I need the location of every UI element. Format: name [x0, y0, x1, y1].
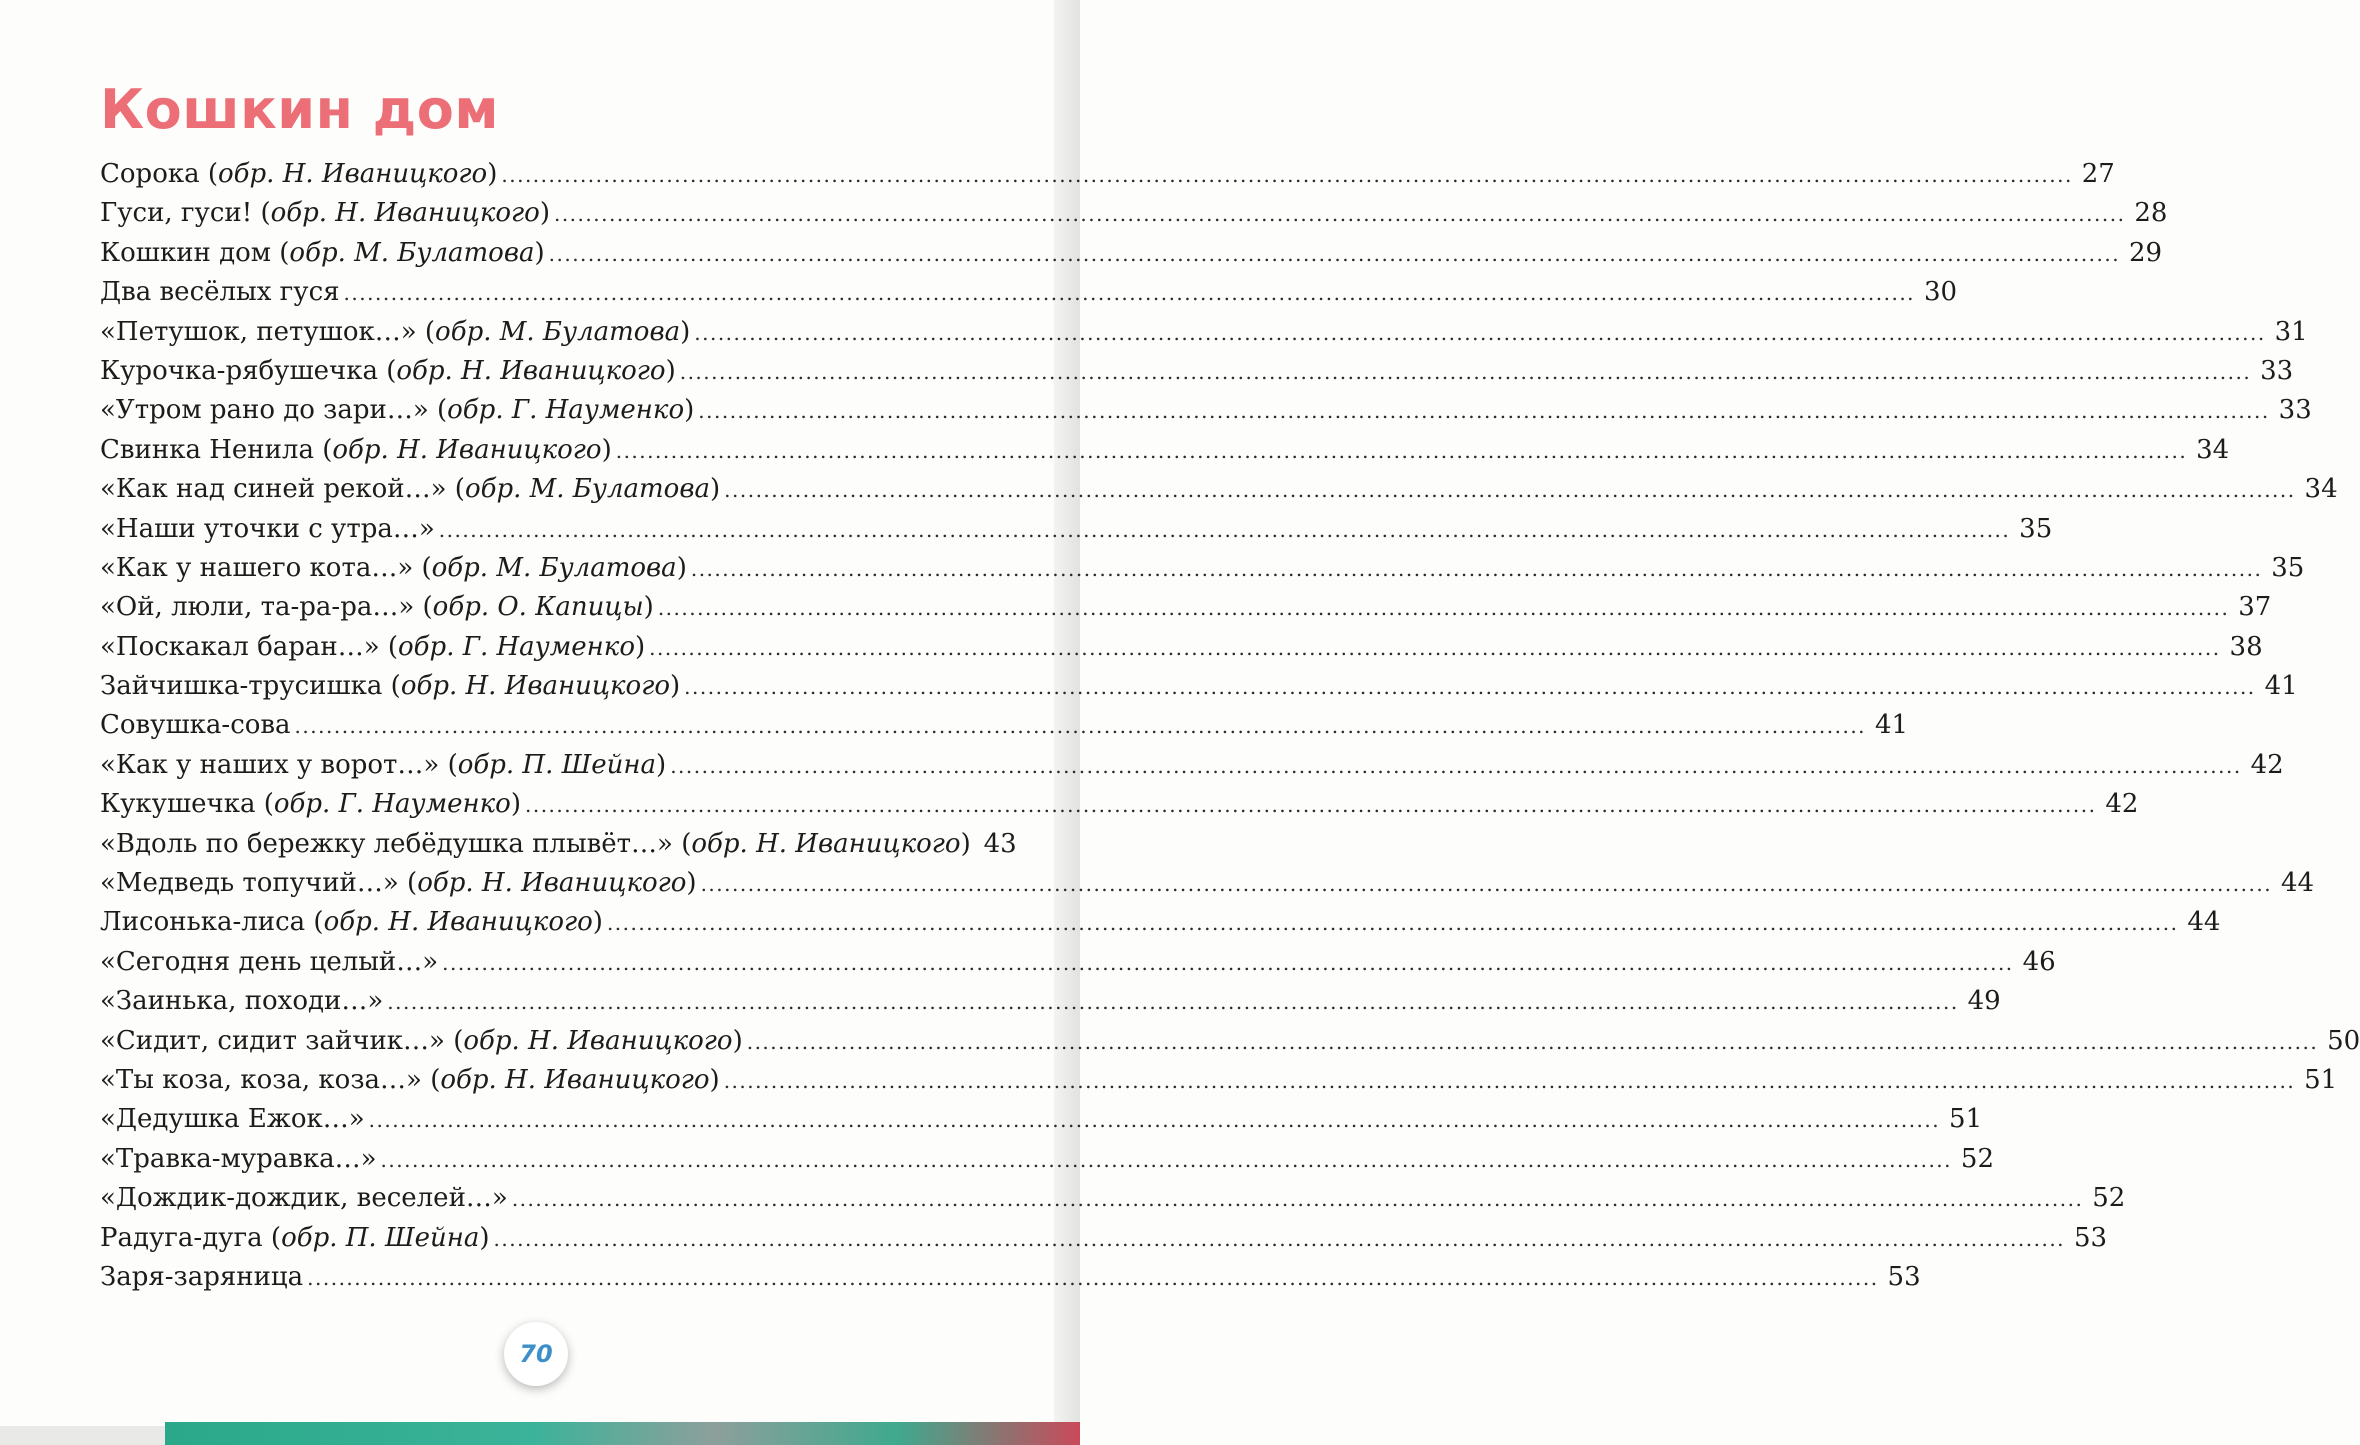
- toc-adaptation-note: обр. Н. Иваницкого: [332, 434, 602, 465]
- toc-dot-leader: ........................................................................................................................................................................................................: [679, 359, 2252, 384]
- toc-entry: [100, 982, 2001, 1021]
- toc-title: Зайчишка-трусишка (: [100, 671, 401, 702]
- toc-entry: [100, 1258, 1921, 1297]
- toc-title: Два весёлых гуся: [100, 277, 340, 308]
- toc-entry-title: [100, 194, 550, 233]
- toc-entry: [100, 352, 2294, 391]
- toc-dot-leader: ........................................................................................................................................................................................................: [294, 714, 1867, 739]
- toc-dot-leader: ........................................................................................................................................................................................................: [694, 320, 2266, 345]
- section-title: Кошкин дом: [100, 78, 500, 141]
- toc-dot-leader: ........................................................................................................................................................................................................: [442, 950, 2014, 975]
- toc-entry-title: [100, 667, 680, 706]
- toc-title: Сорока (: [100, 159, 219, 189]
- toc-title: «Ой, люли, та-ра-ра…» (: [100, 592, 433, 623]
- toc-entry-title: [100, 234, 545, 273]
- toc-adaptation-note: обр. М. Булатова: [289, 237, 535, 268]
- toc-adaptation-note: обр. Н. Иваницкого: [417, 868, 687, 899]
- toc-close-paren: ): [709, 474, 721, 505]
- toc-page-number: 35: [2271, 552, 2305, 583]
- toc-entry: [100, 431, 2230, 470]
- toc-title: «Петушок, петушок…» (: [100, 316, 436, 347]
- toc-close-paren: ): [592, 907, 603, 938]
- toc-close-paren: ): [634, 631, 646, 662]
- toc-adaptation-note: обр. Н. Иваницкого: [218, 159, 488, 189]
- toc-dot-leader: ........................................................................................................................................................................................................: [493, 1226, 2066, 1251]
- toc-title: «Как у нашего кота…» (: [100, 552, 432, 583]
- toc-close-paren: ): [680, 316, 691, 347]
- toc-dot-leader: ........................................................................................................................................................................................................: [511, 1187, 2084, 1212]
- page-number-badge: [504, 1322, 568, 1386]
- toc-page-number: 29: [2129, 237, 2163, 268]
- toc-close-paren: ): [487, 159, 498, 189]
- toc-page-number: 49: [1967, 986, 2001, 1017]
- toc-close-paren: ): [684, 395, 695, 426]
- toc-adaptation-note: обр. Н. Иваницкого: [691, 828, 961, 859]
- toc-entry-title: [100, 746, 666, 785]
- toc-adaptation-note: обр. П. Шейна: [457, 749, 657, 780]
- toc-title: Кошкин дом (: [100, 237, 290, 268]
- toc-entry-title: [100, 549, 687, 588]
- toc-title: Гуси, гуси! (: [100, 198, 271, 229]
- toc-entry-title: [100, 943, 438, 982]
- toc-entry-title: [100, 470, 720, 509]
- toc-page-number: 30: [1923, 277, 1958, 308]
- toc-entry-title: [100, 391, 694, 430]
- toc-close-paren: ): [670, 671, 681, 702]
- toc-entry: [100, 1140, 1995, 1179]
- toc-entry-title: [100, 1219, 490, 1258]
- toc-adaptation-note: обр. Н. Иваницкого: [270, 198, 540, 229]
- table-of-contents: [100, 155, 2360, 1297]
- toc-entry: [100, 785, 2139, 824]
- toc-entry: [100, 628, 2263, 667]
- toc-page-number: 46: [2022, 946, 2056, 977]
- toc-entry: [100, 510, 2053, 549]
- toc-close-paren: ): [732, 1025, 743, 1056]
- toc-title: «Вдоль по бережку лебёдушка плывёт…» (: [100, 828, 692, 859]
- toc-entry: [100, 588, 2272, 627]
- toc-dot-leader: ........................................................................................................................................................................................................: [387, 990, 1959, 1015]
- toc-entry-title: [100, 864, 697, 903]
- toc-page-number: 38: [2229, 631, 2263, 662]
- toc-page-number: 37: [2238, 592, 2272, 623]
- toc-title: «Утром рано до зари…» (: [100, 395, 448, 426]
- toc-entry-title: [100, 1258, 303, 1297]
- toc-entry-title: [100, 1100, 365, 1139]
- toc-page-number: 34: [2304, 474, 2338, 505]
- toc-page-number: 41: [1874, 710, 1909, 741]
- toc-adaptation-note: обр. Г. Науменко: [273, 789, 511, 820]
- toc-entry-title: [100, 1140, 377, 1179]
- toc-adaptation-note: обр. М. Булатова: [464, 474, 710, 505]
- toc-page-number: 41: [2264, 671, 2298, 702]
- toc-dot-leader: ........................................................................................................................................................................................................: [723, 1068, 2296, 1093]
- toc-entry: [100, 903, 2221, 942]
- toc-title: «Медведь топучий…» (: [100, 868, 418, 899]
- toc-entry: [100, 943, 2056, 982]
- toc-title: «Заинька, походи…»: [100, 986, 384, 1017]
- toc-title: Совушка-сова: [100, 710, 291, 741]
- toc-dot-leader: ........................................................................................................................................................................................................: [649, 635, 2221, 660]
- toc-adaptation-note: обр. Н. Иваницкого: [323, 907, 593, 938]
- toc-page-number: 42: [2105, 789, 2139, 820]
- toc-entry: [100, 667, 2298, 706]
- toc-dot-leader: ........................................................................................................................................................................................................: [657, 596, 2230, 621]
- toc-entry-title: [100, 155, 497, 194]
- toc-page-number: 33: [2260, 355, 2294, 386]
- toc-entry: [100, 1179, 2126, 1218]
- toc-close-paren: ): [960, 828, 971, 859]
- toc-entry: [100, 155, 2115, 194]
- toc-entry: [100, 234, 2163, 273]
- toc-dot-leader: ........................................................................................................................................................................................................: [698, 399, 2270, 424]
- toc-title: «Наши уточки с утра…»: [100, 513, 435, 544]
- toc-entry-title: [100, 1061, 720, 1100]
- toc-page-number: 43: [983, 828, 1017, 859]
- toc-dot-leader: ........................................................................................................................................................................................................: [307, 1265, 1879, 1290]
- toc-dot-leader: ........................................................................................................................................................................................................: [438, 517, 2011, 542]
- toc-entry-title: [100, 785, 521, 824]
- toc-title: «Дедушка Ежок…»: [100, 1104, 365, 1135]
- toc-title: «Сегодня день целый…»: [100, 946, 439, 977]
- toc-dot-leader: ........................................................................................................................................................................................................: [368, 1108, 1941, 1133]
- toc-entry: [100, 706, 1909, 745]
- toc-page-number: 33: [2278, 395, 2312, 426]
- toc-close-paren: ): [709, 1064, 720, 1095]
- toc-entry-title: [100, 588, 654, 627]
- toc-page-number: 53: [2073, 1222, 2108, 1253]
- toc-dot-leader: ........................................................................................................................................................................................................: [343, 281, 1916, 306]
- toc-entry-title: [100, 825, 971, 864]
- toc-adaptation-note: обр. М. Булатова: [431, 552, 677, 583]
- toc-entry: [100, 549, 2305, 588]
- toc-dot-leader: ........................................................................................................................................................................................................: [606, 911, 2179, 936]
- toc-entry-title: [100, 313, 690, 352]
- toc-entry: [100, 273, 1958, 312]
- toc-title: Свинка Ненила (: [100, 434, 333, 465]
- toc-entry-title: [100, 352, 676, 391]
- toc-page-number: 44: [2280, 868, 2315, 899]
- toc-page-number: 31: [2274, 316, 2308, 347]
- toc-adaptation-note: обр. М. Булатова: [435, 316, 681, 347]
- toc-entry: [100, 1061, 2338, 1100]
- toc-title: «Поскакал баран…» (: [100, 631, 399, 662]
- toc-title: «Ты коза, коза, коза…» (: [100, 1064, 441, 1095]
- toc-title: Радуга-дуга (: [100, 1222, 282, 1253]
- toc-page-number: 52: [1960, 1143, 1995, 1174]
- toc-close-paren: ): [665, 355, 676, 386]
- toc-close-paren: ): [686, 868, 697, 899]
- toc-title: «Как у наших у ворот…» (: [100, 749, 458, 780]
- toc-title: Кукушечка (: [100, 789, 274, 820]
- toc-page-number: 51: [2304, 1064, 2338, 1095]
- toc-entry: [100, 1100, 1983, 1139]
- toc-dot-leader: ........................................................................................................................................................................................................: [615, 438, 2188, 463]
- toc-adaptation-note: обр. Н. Иваницкого: [400, 671, 671, 702]
- toc-close-paren: ): [643, 592, 654, 623]
- toc-entry-title: [100, 706, 291, 745]
- toc-close-paren: ): [676, 552, 687, 583]
- toc-dot-leader: ........................................................................................................................................................................................................: [524, 793, 2097, 818]
- toc-close-paren: ): [479, 1222, 490, 1253]
- toc-page-number: 51: [1949, 1104, 1983, 1135]
- toc-entry: [100, 1022, 2360, 1061]
- toc-page-number: 35: [2019, 513, 2053, 544]
- toc-dot-leader: ........................................................................................................................................................................................................: [724, 478, 2296, 503]
- toc-dot-leader: ........................................................................................................................................................................................................: [670, 753, 2242, 778]
- toc-title: Лисонька-лиса (: [100, 907, 324, 938]
- toc-page-number: 27: [2081, 159, 2115, 189]
- toc-dot-leader: ........................................................................................................................................................................................................: [380, 1147, 1953, 1172]
- toc-entry-title: [100, 982, 383, 1021]
- toc-title: «Травка-муравка…»: [100, 1143, 377, 1174]
- toc-entry: [100, 1219, 2108, 1258]
- toc-dot-leader: ........................................................................................................................................................................................................: [700, 872, 2273, 897]
- toc-close-paren: ): [601, 434, 612, 465]
- page-number: 70: [519, 1340, 553, 1368]
- toc-page-number: 42: [2250, 749, 2284, 780]
- toc-adaptation-note: обр. Г. Науменко: [398, 631, 635, 662]
- toc-entry-title: [100, 903, 603, 942]
- toc-dot-leader: ........................................................................................................................................................................................................: [690, 556, 2263, 581]
- toc-entry-title: [100, 431, 612, 470]
- toc-page-number: 28: [2134, 198, 2168, 229]
- toc-adaptation-note: обр. П. Шейна: [281, 1222, 480, 1253]
- toc-page-number: 44: [2187, 907, 2221, 938]
- bottom-illustration-strip: [165, 1422, 1080, 1445]
- toc-dot-leader: ........................................................................................................................................................................................................: [746, 1029, 2319, 1054]
- toc-close-paren: ): [539, 198, 550, 229]
- toc-title: «Сидит, сидит зайчик…» (: [100, 1025, 464, 1056]
- toc-entry-title: [100, 1179, 508, 1218]
- toc-dot-leader: ........................................................................................................................................................................................................: [501, 163, 2073, 187]
- toc-entry: [100, 864, 2315, 903]
- toc-entry-title: [100, 273, 340, 312]
- toc-dot-leader: ........................................................................................................................................................................................................: [684, 675, 2256, 700]
- toc-entry: [100, 194, 2168, 233]
- toc-title: «Дождик-дождик, веселей…»: [100, 1183, 508, 1214]
- toc-adaptation-note: обр. О. Капицы: [432, 592, 644, 623]
- toc-entry-title: [100, 1022, 743, 1061]
- toc-page-number: 52: [2092, 1183, 2126, 1214]
- toc-page-number: 50: [2327, 1025, 2360, 1056]
- toc-entry: [100, 825, 1017, 864]
- toc-entry: [100, 391, 2312, 430]
- bottom-strip-left: [0, 1426, 165, 1445]
- toc-close-paren: ): [656, 749, 667, 780]
- toc-title: «Как над синей рекой…» (: [100, 474, 465, 505]
- toc-entry: [100, 746, 2284, 785]
- toc-adaptation-note: обр. Г. Науменко: [447, 395, 685, 426]
- toc-adaptation-note: обр. Н. Иваницкого: [396, 355, 666, 386]
- toc-title: Курочка-рябушечка (: [100, 355, 397, 386]
- toc-dot-leader: ........................................................................................................................................................................................................: [548, 241, 2121, 266]
- toc-close-paren: ): [534, 237, 545, 268]
- toc-adaptation-note: обр. Н. Иваницкого: [463, 1025, 733, 1056]
- toc-adaptation-note: обр. Н. Иваницкого: [440, 1064, 710, 1095]
- toc-title: Заря-заряница: [100, 1261, 304, 1292]
- toc-dot-leader: ........................................................................................................................................................................................................: [553, 202, 2126, 227]
- toc-entry: [100, 470, 2338, 509]
- toc-entry-title: [100, 510, 435, 549]
- toc-close-paren: ): [510, 789, 521, 820]
- toc-entry: [100, 313, 2308, 352]
- toc-page-number: 34: [2196, 434, 2230, 465]
- toc-page-number: 53: [1887, 1261, 1921, 1292]
- toc-entry-title: [100, 628, 645, 667]
